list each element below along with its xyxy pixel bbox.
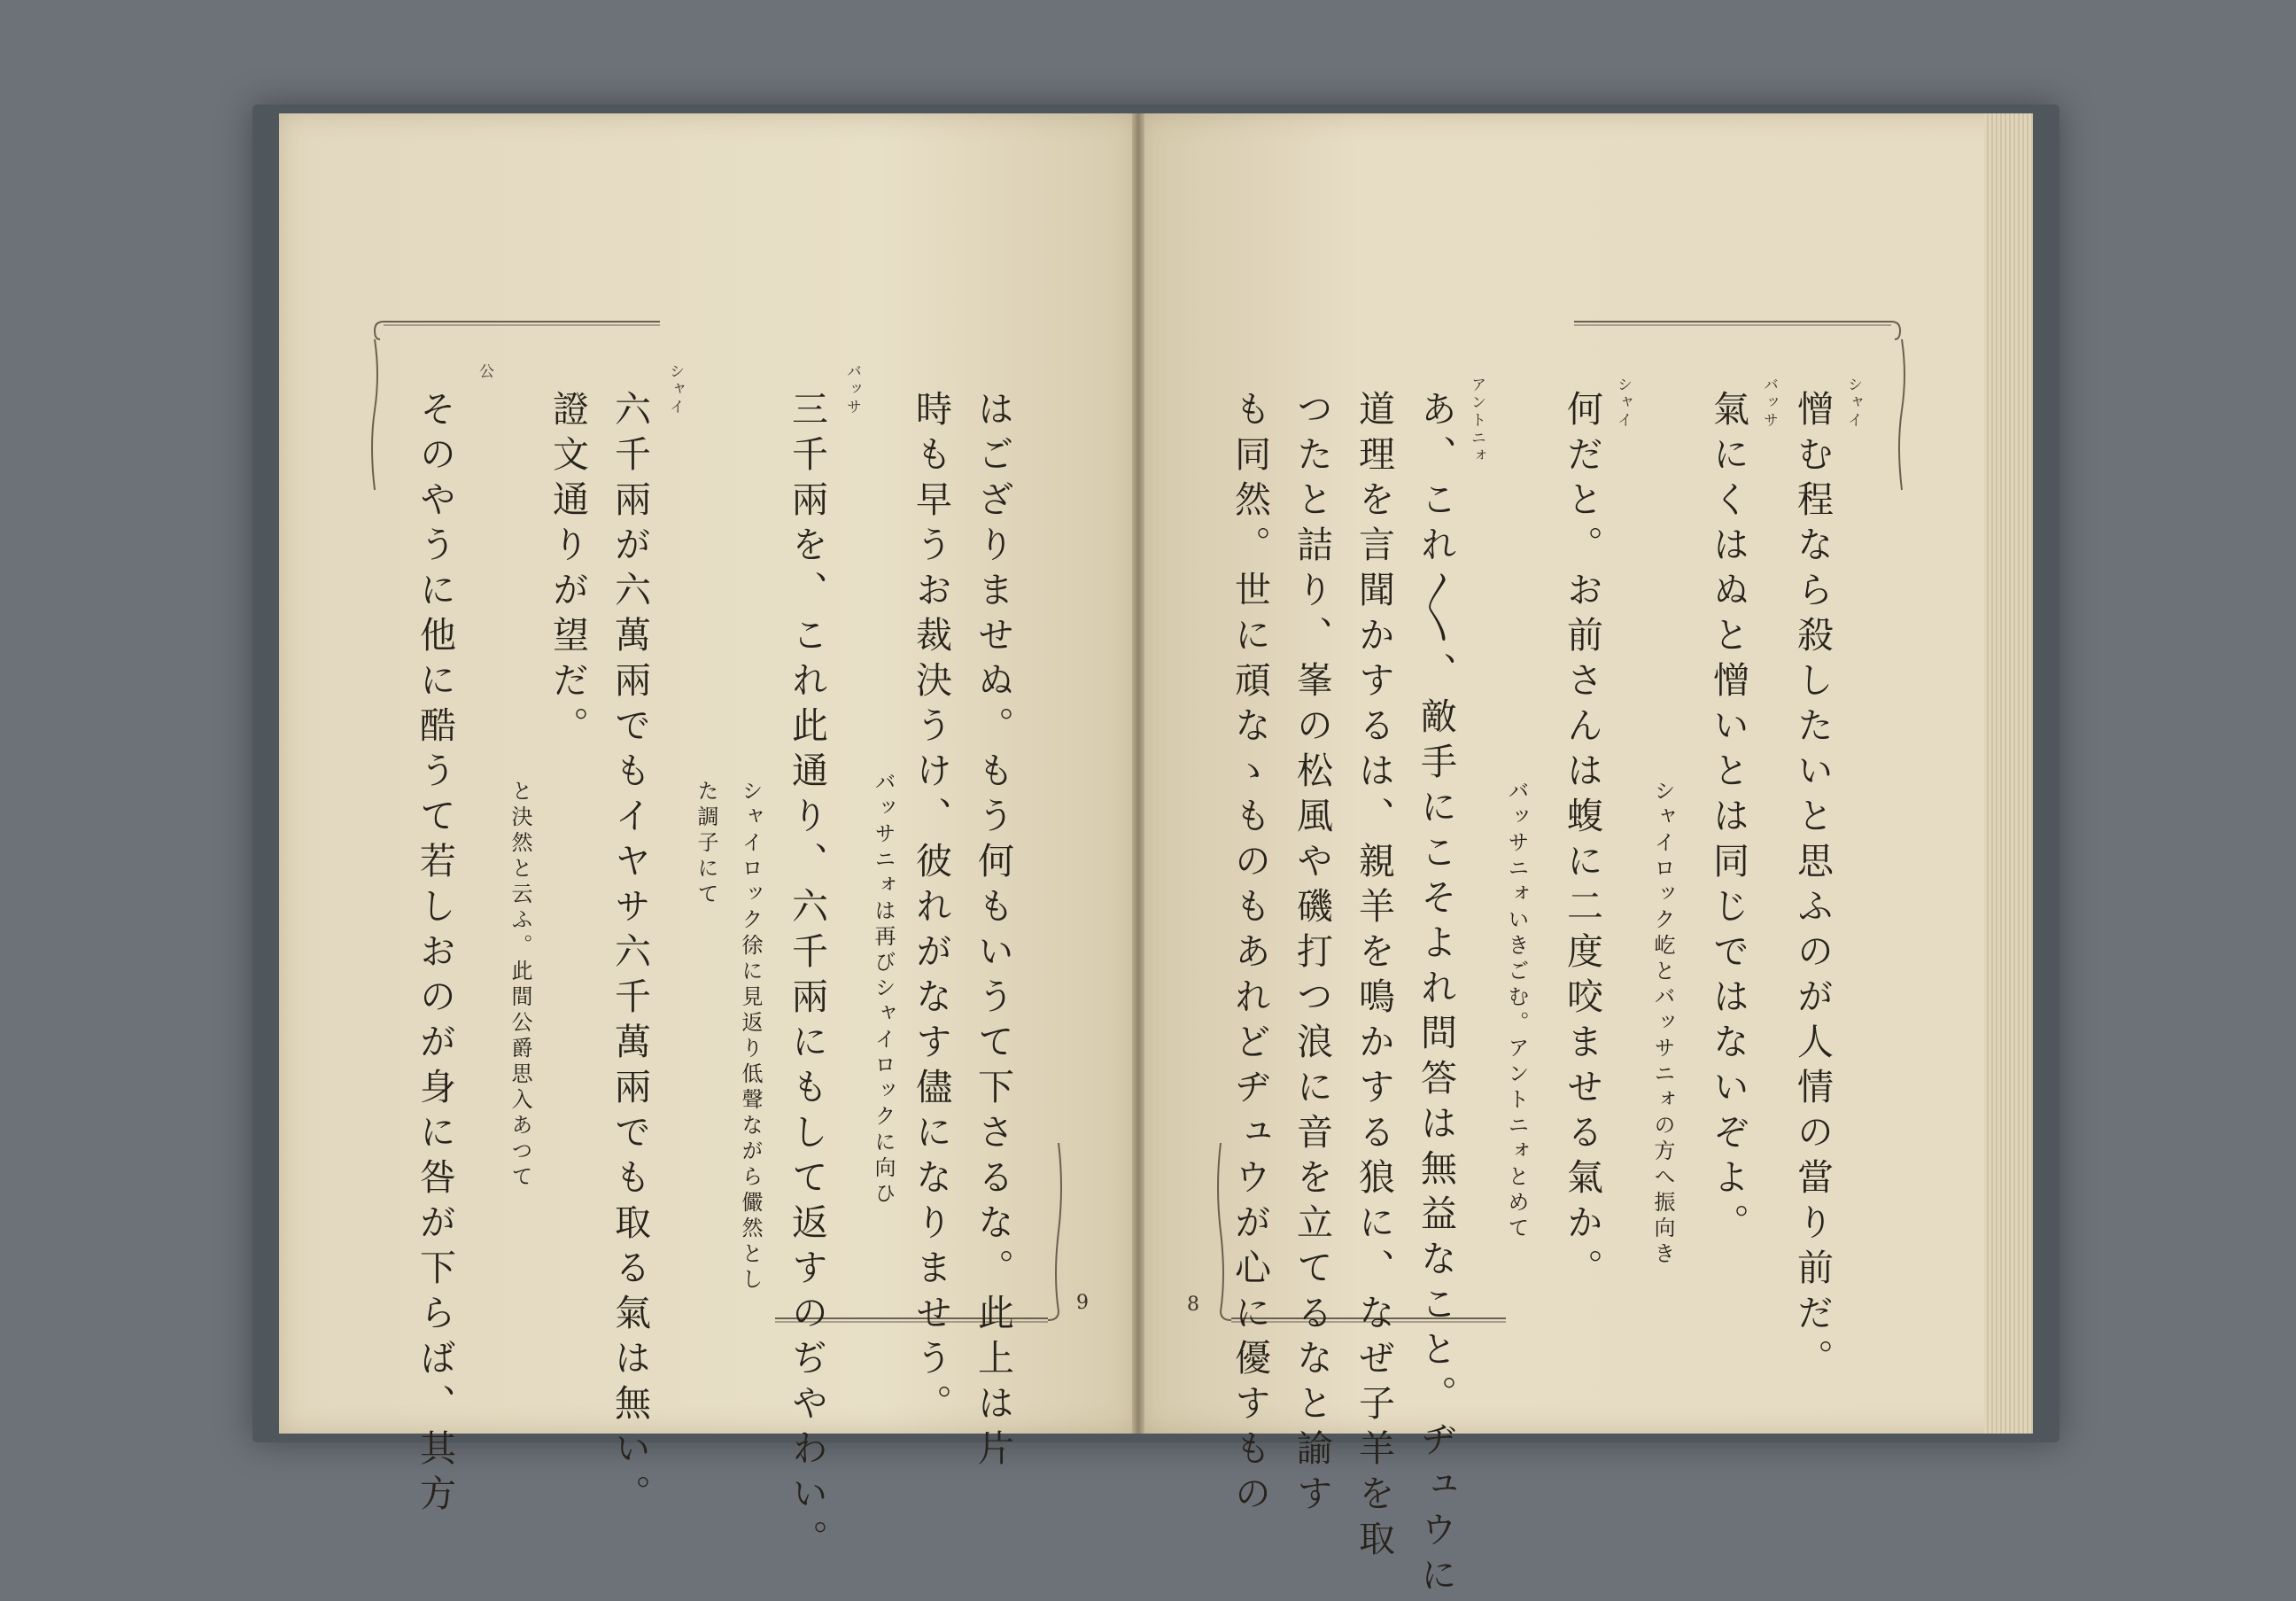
- text-column: も同然。世に頑なゝものもあれどヂュウが心に優すもの: [1229, 390, 1271, 1519]
- stage-direction: た調子にて: [694, 780, 718, 908]
- speaker-label: バッサ: [1760, 377, 1778, 430]
- stage-direction: シャイロック屹とバッサニォの方へ振向き: [1650, 780, 1675, 1268]
- stage-direction: バッサニォは再びシャイロックに向ひ: [871, 771, 896, 1208]
- speaker-label: シャイ: [1614, 377, 1632, 430]
- stage-direction: シャイロック徐に見返り低聲ながら儼然とし: [738, 780, 763, 1294]
- speaker-label: バッサ: [843, 363, 861, 416]
- page-number-left: 9: [1076, 1292, 1089, 1314]
- speaker-label: アントニォ: [1468, 377, 1485, 465]
- speaker-label: 公: [476, 363, 493, 381]
- text-column: 何だと。お前さんは蝮に二度咬ませる氣か。: [1561, 390, 1603, 1294]
- speaker-label: シャイ: [1844, 377, 1862, 430]
- text-column: 證文通りが望だ。: [547, 390, 589, 751]
- text-column: はござりませぬ。もう何もいうて下さるな。此上は片: [972, 390, 1014, 1474]
- text-column: 氣にくはぬと憎いとは同じではないぞよ。: [1707, 390, 1749, 1248]
- stage-direction: と決然と云ふ。此間公爵思入あつて: [508, 780, 532, 1191]
- text-column: つたと詰り、峯の松風や磯打つ浪に音を立てるなと諭す: [1291, 390, 1333, 1519]
- text-column: そのやうに他に酷うて若しおのが身に咎が下らば、其方: [414, 390, 456, 1519]
- speaker-label: シャイ: [666, 363, 684, 416]
- text-column: あ、これ〳〵、敵手にこそよれ問答は無益なこと。ヂュウに: [1415, 390, 1457, 1601]
- page-number-right: 8: [1187, 1294, 1199, 1316]
- text-column: 時も早うお裁決うけ、彼れがなす儘になりませう。: [910, 390, 952, 1429]
- page-edge: [1984, 113, 2033, 1434]
- text-column: 憎む程なら殺したいと思ふのが人情の當り前だ。: [1791, 390, 1834, 1384]
- text-column: 三千兩を、これ此通り、六千兩にもして返すのぢやわい。: [786, 390, 828, 1565]
- stage-direction: バッサニォいきごむ。アントニォとめて: [1504, 780, 1529, 1242]
- text-column: 六千兩が六萬兩でもイヤサ六千萬兩でも取る氣は無い。: [609, 390, 651, 1519]
- text-column: 道理を言聞かするは、親羊を鳴かする狼に、なぜ子羊を取: [1353, 390, 1395, 1565]
- book-gutter: [1132, 113, 1144, 1434]
